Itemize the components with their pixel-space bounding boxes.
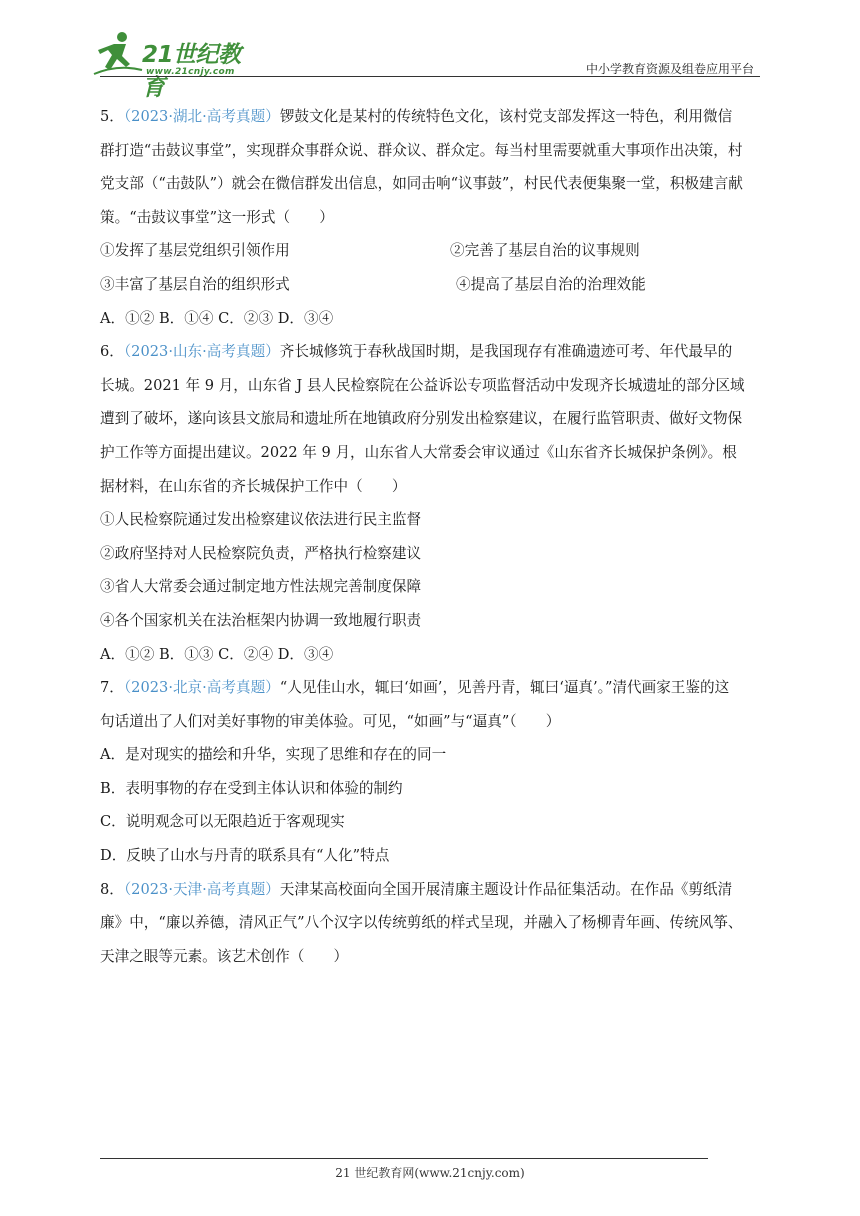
question-line: 廉》中，“廉以养德，清风正气”八个汉字以传统剪纸的样式呈现，并融入了杨柳青年画、传统风筝、 bbox=[100, 914, 743, 932]
statement-row bbox=[100, 234, 760, 268]
site-logo bbox=[92, 30, 262, 101]
question-line: 据材料，在山东省的齐长城保护工作中（ ） bbox=[100, 477, 407, 495]
answer-option: D．反映了山水与丹青的联系具有“人化”特点 bbox=[100, 847, 390, 865]
statement: ①发挥了基层党组织引领作用 bbox=[100, 242, 290, 260]
statement: ①人民检察院通过发出检察建议依法进行民主监督 bbox=[100, 511, 422, 529]
question-line bbox=[100, 100, 760, 134]
question-8 bbox=[100, 873, 760, 974]
question-text: 锣鼓文化是某村的传统特色文化，该村党支部发挥这一特色，利用微信 bbox=[279, 108, 733, 125]
brand-name: 21世纪教育 bbox=[142, 42, 241, 101]
question-number: 7． bbox=[100, 679, 124, 697]
statement: ④各个国家机关在法治框架内协调一致地履行职责 bbox=[100, 611, 422, 629]
question-line: 天津之眼等元素。该艺术创作（ ） bbox=[100, 947, 349, 965]
question-line: 群打造“击鼓议事堂”，实现群众事群众说、群众议、群众定。每当村里需要就重大事项作出决策，村 bbox=[100, 141, 743, 159]
statement-row bbox=[100, 268, 760, 302]
brand-url: www.21cnjy.com bbox=[146, 67, 235, 77]
question-text: 齐长城修筑于春秋战国时期，是我国现存有准确遗迹可考、年代最早的 bbox=[279, 343, 733, 361]
question-line: 长城。2021 年 9 月，山东省 J 县人民检察院在公益诉讼专项监督活动中发现齐长城遗址的部分区域 bbox=[100, 376, 745, 394]
question-line bbox=[100, 335, 760, 369]
running-figure-logo-icon bbox=[92, 30, 144, 78]
question-6 bbox=[100, 335, 760, 671]
question-7 bbox=[100, 671, 760, 873]
question-number: 6． bbox=[100, 343, 124, 361]
question-source-tag: （2023·山东·高考真题） bbox=[123, 343, 280, 361]
answer-option: C．说明观念可以无限趋近于客观现实 bbox=[100, 813, 345, 831]
question-source-tag: （2023·北京·高考真题） bbox=[123, 679, 280, 697]
statement: ③丰富了基层自治的组织形式 bbox=[100, 275, 290, 293]
statement: ③省人大常委会通过制定地方性法规完善制度保障 bbox=[100, 578, 422, 596]
page-header bbox=[0, 0, 860, 101]
question-number: 5． bbox=[100, 108, 124, 125]
question-line bbox=[100, 873, 760, 907]
question-number: 8． bbox=[100, 880, 124, 898]
answer-option: B．表明事物的存在受到主体认识和体验的制约 bbox=[100, 779, 403, 797]
answer-choices: A．①② B．①④ C．②③ D．③④ bbox=[100, 309, 334, 327]
answer-choices: A．①② B．①③ C．②④ D．③④ bbox=[100, 645, 334, 663]
page-footer: 21 世纪教育网(www.21cnjy.com) bbox=[335, 1166, 525, 1180]
question-source-tag: （2023·天津·高考真题） bbox=[123, 880, 280, 898]
question-line: 遭到了破坏，遂向该县文旅局和遗址所在地镇政府分别发出检察建议，在履行监管职责、做好文物保 bbox=[100, 410, 743, 428]
platform-caption: 中小学教育资源及组卷应用平台 bbox=[585, 62, 754, 76]
statement: ②完善了基层自治的议事规则 bbox=[450, 242, 640, 260]
question-text: “人见佳山水，辄曰‘如画’，见善丹青，辄曰‘逼真’。”清代画家王鉴的这 bbox=[279, 679, 730, 697]
question-list bbox=[100, 100, 760, 973]
question-line: 党支部（“击鼓队”）就会在微信群发出信息，如同击响“议事鼓”，村民代表便集聚一堂，积极建言献 bbox=[100, 175, 743, 193]
answer-option: A．是对现实的描绘和升华，实现了思维和存在的同一 bbox=[100, 746, 447, 764]
question-line bbox=[100, 671, 760, 705]
question-source-tag: （2023·湖北·高考真题） bbox=[123, 108, 280, 125]
statement: ②政府坚持对人民检察院负责，严格执行检察建议 bbox=[100, 544, 422, 562]
header-divider bbox=[100, 76, 760, 77]
question-5 bbox=[100, 100, 760, 335]
footer-divider bbox=[100, 1158, 708, 1159]
question-text: 天津某高校面向全国开展清廉主题设计作品征集活动。在作品《剪纸清 bbox=[279, 880, 733, 898]
statement: ④提高了基层自治的治理效能 bbox=[456, 275, 646, 293]
question-line: 护工作等方面提出建议。2022 年 9 月，山东省人大常委会审议通过《山东省齐长城保护条例》。根 bbox=[100, 443, 737, 461]
question-line: 句话道出了人们对美好事物的审美体验。可见，“如画”与“逼真”（ ） bbox=[100, 712, 561, 730]
question-line: 策。“击鼓议事堂”这一形式（ ） bbox=[100, 208, 334, 226]
